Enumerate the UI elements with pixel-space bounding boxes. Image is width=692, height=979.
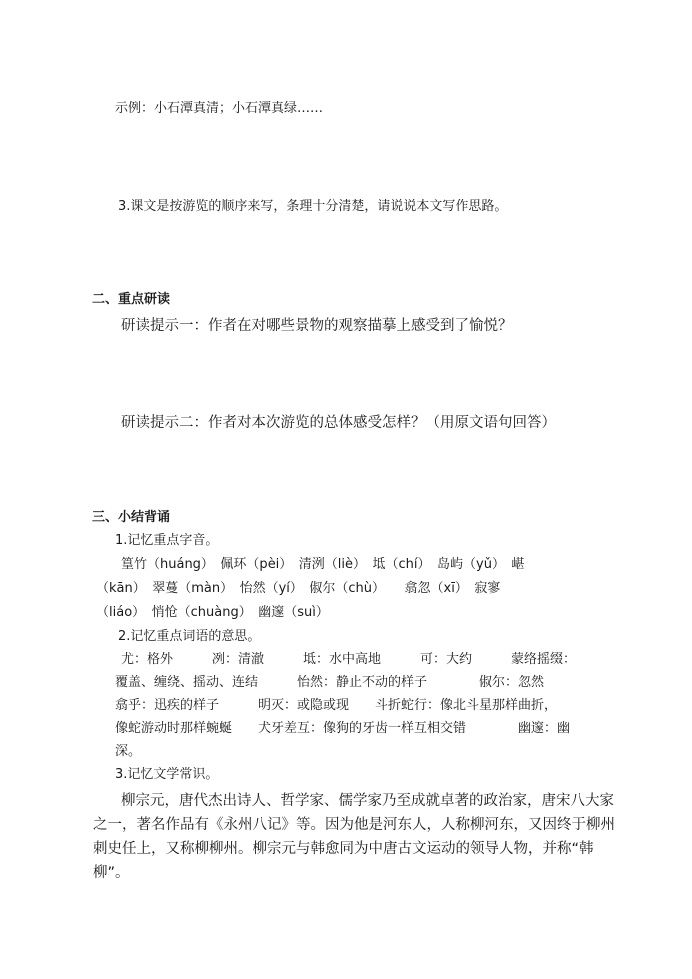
sub1-title: 1.记忆重点字音。 [115,533,219,548]
pronunciation-line: （kān） 翠蔓（màn） 怡然（yí） 俶尔（chù） 翕忽（xī） 寂寥 [96,581,501,596]
vocab-line: 像蛇游动时那样蜿蜒 犬牙差互：像狗的牙齿一样互相交错 幽邃：幽 [115,721,571,736]
section-3-heading: 三、小结背诵 [92,510,171,525]
literature-line: 柳宗元，唐代杰出诗人、哲学家、儒学家乃至成就卓著的政治家，唐宋八大家 [121,793,614,809]
vocab-line: 尤：格外 冽：清澈 坻：水中高地 可：大约 蒙络摇缀： [121,652,577,667]
pronunciation-line: （liáo） 悄怆（chuàng） 幽邃（suì） [96,605,329,620]
sub3-title: 3.记忆文学常识。 [115,767,219,782]
question-3: 3.课文是按游览的顺序来写，条理十分清楚，请说说本文写作思路。 [118,199,508,214]
section-2-heading: 二、重点研读 [92,292,171,307]
literature-line: 柳”。 [93,865,130,881]
literature-line: 之一，著名作品有《永州八记》等。因为他是河东人，人称柳河东，又因终于柳州 [93,817,615,833]
reading-hint-2: 研读提示二：作者对本次游览的总体感受怎样？（用原文语句回答） [121,415,556,431]
reading-hint-1: 研读提示一：作者在对哪些景物的观察描摹上感受到了愉悦？ [121,318,513,334]
literature-line: 刺史任上，又称柳柳州。柳宗元与韩愈同为中唐古文运动的领导人物，并称“韩 [93,841,594,857]
pronunciation-line: 篁竹（huáng） 佩环（pèi） 清洌（liè） 坻（chí） 岛屿（yǔ） 嵁 [121,557,525,572]
vocab-line: 深。 [115,744,142,759]
sub2-title: 2.记忆重点词语的意思。 [118,629,261,644]
example-line: 示例：小石潭真清；小石潭真绿…… [115,101,324,116]
vocab-line: 覆盖、缠绕、摇动、连结 怡然：静止不动的样子 俶尔：忽然 [115,675,545,690]
vocab-line: 翕乎：迅疾的样子 明灭：或隐或现 斗折蛇行：像北斗星那样曲折， [115,698,558,713]
